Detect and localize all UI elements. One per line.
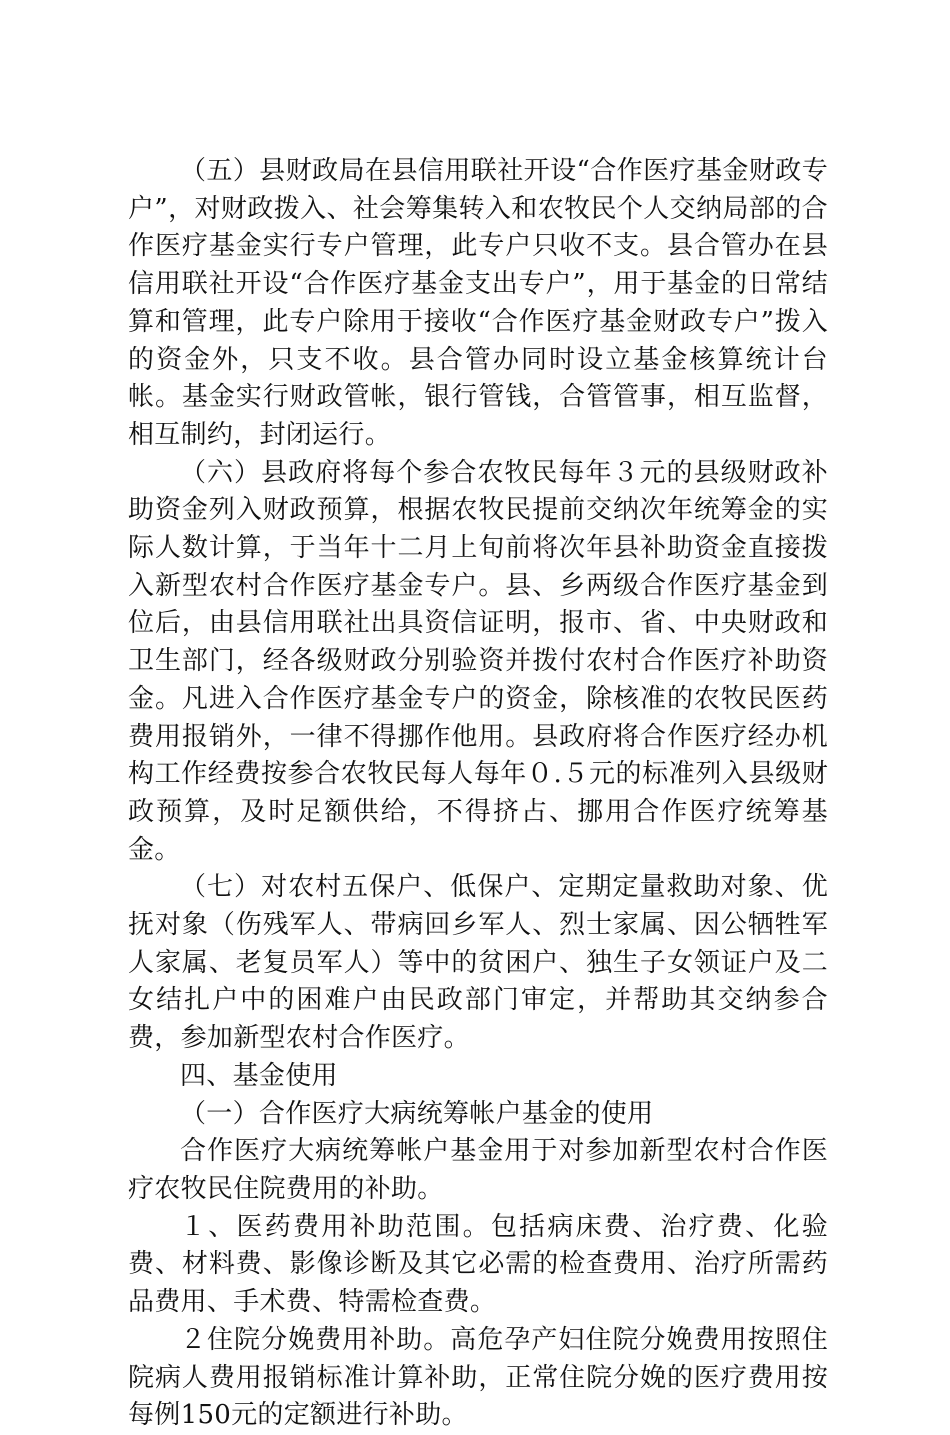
paragraph-major-illness-fund-purpose: 合作医疗大病统筹帐户基金用于对参加新型农村合作医疗农牧民住院费用的补助。 [128, 1136, 828, 1204]
subsection-heading-major-illness-fund: （一）合作医疗大病统筹帐户基金的使用 [180, 1098, 654, 1129]
section-heading-fund-usage: 四、基金使用 [180, 1060, 338, 1091]
paragraph-poverty-households: （七）对农村五保户、低保户、定期定量救助对象、优抚对象（伤残军人、带病回乡军人、烈士家属、因公牺牲军人家属、老复员军人）等中的贫困户、独生子女领证户及二女结扎户中的困难户由民政部门审定，并帮助其交纳参合费，参加新型农村合作医疗。 [128, 872, 828, 1054]
paragraph-medical-cost-scope: １、医药费用补助范围。包括病床费、治疗费、化验费、材料费、影像诊断及其它必需的检查费用、治疗所需药品费用、手术费、特需检查费。 [128, 1211, 828, 1318]
document-body [128, 153, 828, 1435]
paragraph-fund-accounts: （五）县财政局在县信用联社开设“合作医疗基金财政专户”，对财政拨入、社会筹集转入和农牧民个人交纳局部的合作医疗基金实行专户管理，此专户只收不支。县合管办在县信用联社开设“合作医疗基金支出专户”，用于基金的日常结算和管理，此专户除用于接收“合作医疗基金财政专户”拨入的资金外，只支不收。县合管办同时设立基金核算统计台帐。基金实行财政管帐，银行管钱，合管管事，相互监督，相互制约，封闭运行。 [128, 156, 828, 450]
paragraph-childbirth-subsidy: ２住院分娩费用补助。高危孕产妇住院分娩费用按照住院病人费用报销标准计算补助，正常住院分娩的医疗费用按每例150元的定额进行补助。 [128, 1324, 828, 1431]
paragraph-county-subsidy: （六）县政府将每个参合农牧民每年３元的县级财政补助资金列入财政预算，根据农牧民提前交纳次年统筹金的实际人数计算，于当年十二月上旬前将次年县补助资金直接拨入新型农村合作医疗基金专户。县、乡两级合作医疗基金到位后，由县信用联社出具资信证明，报市、省、中央财政和卫生部门，经各级财政分别验资并拨付农村合作医疗补助资金。凡进入合作医疗基金专户的资金，除核准的农牧民医药费用报销外，一律不得挪作他用。县政府将合作医疗经办机构工作经费按参合农牧民每人每年０.５元的标准列入县级财政预算，及时足额供给，不得挤占、挪用合作医疗统筹基金。 [128, 457, 828, 865]
